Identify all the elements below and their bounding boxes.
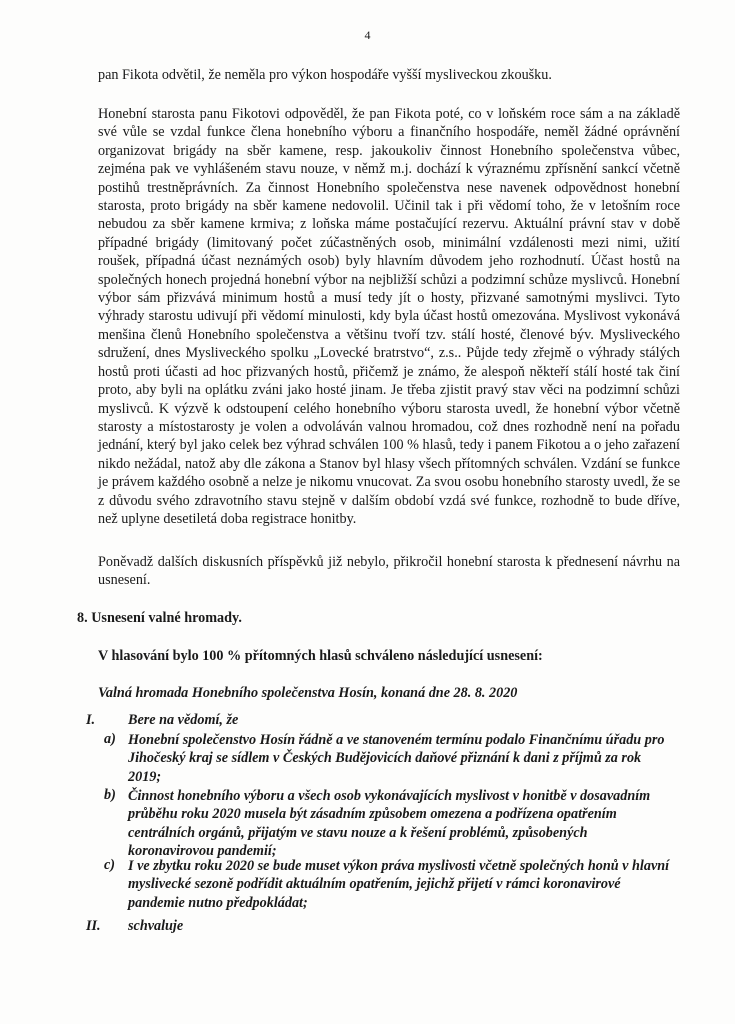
part-I-numeral: I. xyxy=(86,712,96,728)
item-c-text: I ve zbytku roku 2020 se bude muset výkon práva myslivosti včetně společných honů v hlavní myslivecké sezoně podřídit aktuálním opatřením, jejichž přijetí v rámci koronavirové pandemie nutno předpokládat; xyxy=(128,858,670,911)
page-number: 4 xyxy=(364,28,371,42)
part-II-numeral: II. xyxy=(86,918,101,934)
item-b-text: Činnost honebního výboru a všech osob vykonávajících myslivost v honitbě v dosavadním průběhu roku 2020 musela být zásadním způsobem omezena a podřízena opatřením centrálních orgánů, přijatým ve stavu nouze a k řešení problémů, způsobených koronavirovou pandemií; xyxy=(128,788,651,860)
part-II-title: schvaluje xyxy=(128,918,184,934)
item-b-letter: b) xyxy=(104,787,116,803)
paragraph-starosta-response: Honební starosta panu Fikotovi odpověděl, že pan Fikota poté, co v loňském roce sám a na základě své vůle se vzdal funkce člena honebního výboru a finančního hospodáře, neměl žádné oprávnění organizovat brigády na sběr kamene, resp. jakoukoliv činnost Honebního společenstva vůbec, zejména pak ve vyhlášeném stavu nouze, v němž m.j. dochází k výraznému zpřísnění sankcí včetně postihů trestněprávních. Za činnost Honebního společenstva nese navenek odpovědnost honební starosta, proto brigády na sběr kamene nedovolil. Učinil tak i při vědomí toho, že v letošním roce nebudou za sběr kamene krmiva; z loňska máme postačující rezervu. Aktuální právní stav v době případné brigády (limitovaný počet zúčastněných osob, minimální vzdálenosti mezi nimi, užití roušek, případná účast neznámých osob) byly hlavním důvodem jeho rozhodnutí. Účast hostů na společných honech projedná honební výbor na nejbližší schůzi a podzimní schůze myslivců. Honební výbor sám přizvává minimum hostů a musí tedy jít o hosty, přizvané samotnými myslivci. Tyto výhrady starostu udivují při vědomí minulosti, kdy byla účast hostů omezována. Myslivost vykonává menšina členů Honebního společenstva a většinu tvoří tzv. stálí hosté, členové býv. Mysliveckého sdružení, dnes Mysliveckého spolku „Lovecké bratrstvo“, z.s.. Půjde tedy zřejmě o výhrady stálých hostů proti účasti ad hoc přizvaných hostů, přičemž je známo, že alespoň někteří stálí hosté tak činí proto, aby byli na oplátku zváni jako hosté jinam. Je třeba zjistit pravý stav věci na podzimní schůzi myslivců. K výzvě k odstoupení celého honebního výboru starosta uvedl, že honební výbor včetně starosty a místostarosty je volen a odvoláván valnou hromadou, což dnes rozhodně není na pořadu jednání, který byl jako celek bez výhrad schválen 100 % hlasů, tedy i panem Fikotou a o jeho zařazení nikdo nežádal, natož aby dle zákona a Stanov byl hlasy všech přítomných schválen. Vzdání se funkce je právem každého osobně a nelze je nikomu vnucovat. Za svou osobu honebního starosty uvedl, že se z důvodu svého zdravotního stavu stejně v dalším období vzdá své funkce, rozhodně to bude dříve, než uplyne desetiletá doba registrace honitby. xyxy=(98,106,680,527)
section-8-heading: 8. Usnesení valné hromady. xyxy=(77,610,242,626)
paragraph-fikota-reply: pan Fikota odvětil, že neměla pro výkon hospodáře vyšší mysliveckou zkoušku. xyxy=(98,67,552,83)
vote-result-line: V hlasování bylo 100 % přítomných hlasů schváleno následující usnesení: xyxy=(98,648,543,664)
item-a-letter: a) xyxy=(104,731,116,747)
item-c-letter: c) xyxy=(104,857,116,873)
paragraph-closing-discussion: Poněvadž dalších diskusních příspěvků již nebylo, přikročil honební starosta k přednesení návrhu na usnesení. xyxy=(98,554,680,589)
assembly-line: Valná hromada Honebního společenstva Hosín, konaná dne 28. 8. 2020 xyxy=(98,685,518,701)
item-a-text: Honební společenstvo Hosín řádně a ve stanoveném termínu podalo Finančnímu úřadu pro Jihočeský kraj se sídlem v Českých Budějovicích daňové přiznání k dani z příjmů za rok 2019; xyxy=(128,732,665,785)
part-I-title: Bere na vědomí, že xyxy=(128,712,239,728)
